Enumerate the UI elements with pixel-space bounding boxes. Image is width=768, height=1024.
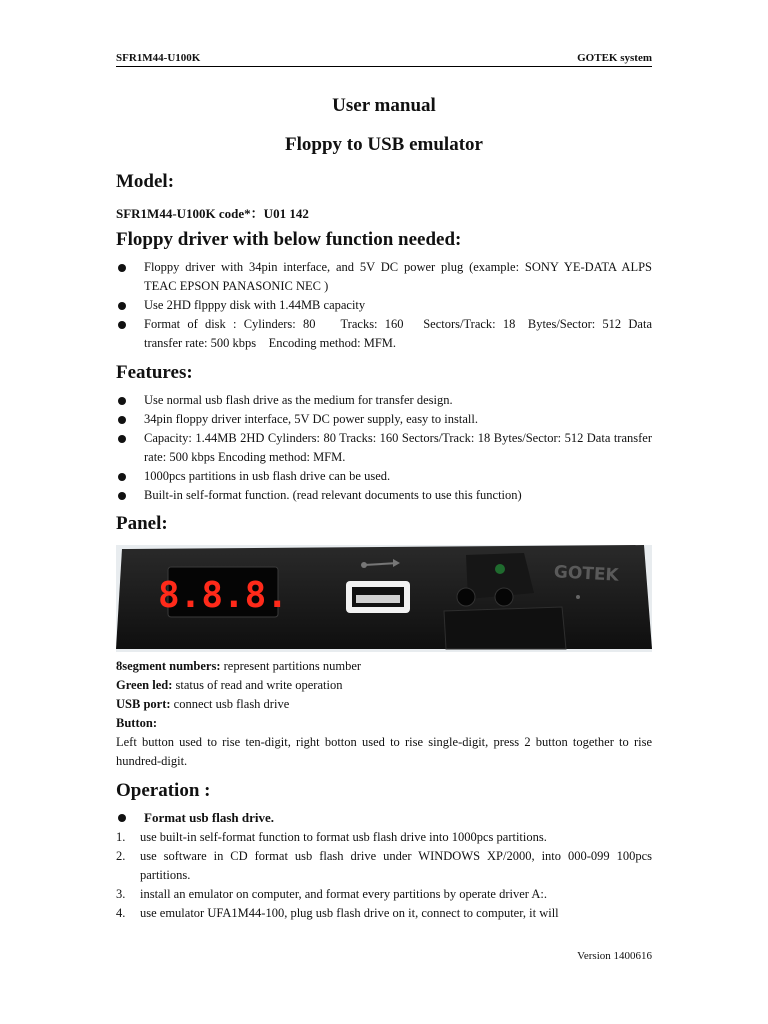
button-description: Left button used to rise ten-digit, right botton used to rise single-digit, press 2 button together to rise hundred-digit. <box>116 735 652 768</box>
list-item: 1000pcs partitions in usb flash drive can be used. <box>116 467 652 486</box>
list-item: Built-in self-format function. (read relevant documents to use this function) <box>116 486 652 505</box>
bullet-icon <box>118 397 126 405</box>
panel-descriptions <box>116 657 652 771</box>
panel-photo <box>116 545 652 652</box>
desc-segment: 8segment numbers: represent partitions number <box>116 659 362 673</box>
gotek-logo: GOTEK <box>553 562 620 586</box>
panel-illustration <box>116 545 652 652</box>
bullet-icon <box>118 435 126 443</box>
desc-green-led: Green led: status of read and write operation <box>116 678 343 692</box>
desc-usb-port: USB port: connect usb flash drive <box>116 697 290 711</box>
list-item: 1. use built-in self-format function to format usb flash drive into 1000pcs partitions. <box>116 830 547 844</box>
operation-subheading <box>116 808 652 827</box>
bullet-icon <box>118 321 126 329</box>
requirements-list <box>116 258 652 353</box>
list-item: 2. use software in CD format usb flash drive under WINDOWS XP/2000, into 000-099 100pcs partitions. <box>116 849 652 882</box>
operation-heading: Operation : <box>116 780 211 801</box>
right-button <box>495 588 513 606</box>
bullet-icon <box>118 492 126 500</box>
list-item: Floppy driver with 34pin interface, and 5V DC power plug (example: SONY YE-DATA ALPS TEAC EPSON PANASONIC NEC ) <box>116 258 652 296</box>
bullet-icon <box>118 416 126 424</box>
header-brand: GOTEK system <box>577 52 652 64</box>
bullet-icon <box>118 473 126 481</box>
features-list <box>116 391 652 505</box>
indicator-hole <box>576 595 580 599</box>
title-line-1: User manual <box>332 95 436 116</box>
list-item: Format usb flash drive. <box>116 808 652 827</box>
footer-version: Version 1400616 <box>577 950 652 962</box>
operation-steps <box>116 828 652 923</box>
lower-flap <box>444 607 566 649</box>
list-item: 3. install an emulator on computer, and format every partitions by operate driver A:. <box>116 887 548 901</box>
list-item: 34pin floppy driver interface, 5V DC power supply, easy to install. <box>116 410 652 429</box>
model-heading: Model: <box>116 171 175 192</box>
left-button <box>457 588 475 606</box>
usb-port-tongue <box>356 595 400 603</box>
list-item: Format of disk : Cylinders: 80 Tracks: 160 Sectors/Track: 18 Bytes/Sector: 512 Data transfer rate: 500 kbps Encoding method: MFM. <box>116 315 652 353</box>
list-item: Use 2HD flpppy disk with 1.44MB capacity <box>116 296 652 315</box>
desc-button: Button: <box>116 716 157 730</box>
bullet-icon <box>118 814 126 822</box>
segment-digits: 8.8.8. <box>157 575 289 616</box>
list-item: Capacity: 1.44MB 2HD Cylinders: 80 Tracks: 160 Sectors/Track: 18 Bytes/Sector: 512 Data transfer rate: 500 kbps Encoding method: MFM. <box>116 429 652 467</box>
title-line-2: Floppy to USB emulator <box>285 134 483 155</box>
requirements-heading: Floppy driver with below function needed: <box>116 229 462 250</box>
bullet-icon <box>118 264 126 272</box>
panel-heading: Panel: <box>116 513 168 534</box>
list-item: 4. use emulator UFA1M44-100, plug usb flash drive on it, connect to computer, it will <box>116 906 559 920</box>
list-item: Use normal usb flash drive as the medium for transfer design. <box>116 391 652 410</box>
page-header <box>116 52 652 66</box>
header-model: SFR1M44-U100K <box>116 52 201 64</box>
green-led <box>495 564 505 574</box>
header-rule <box>116 66 652 67</box>
bullet-icon <box>118 302 126 310</box>
model-code: SFR1M44-U100K code*：U01 142 <box>116 206 309 221</box>
features-heading: Features: <box>116 362 193 383</box>
